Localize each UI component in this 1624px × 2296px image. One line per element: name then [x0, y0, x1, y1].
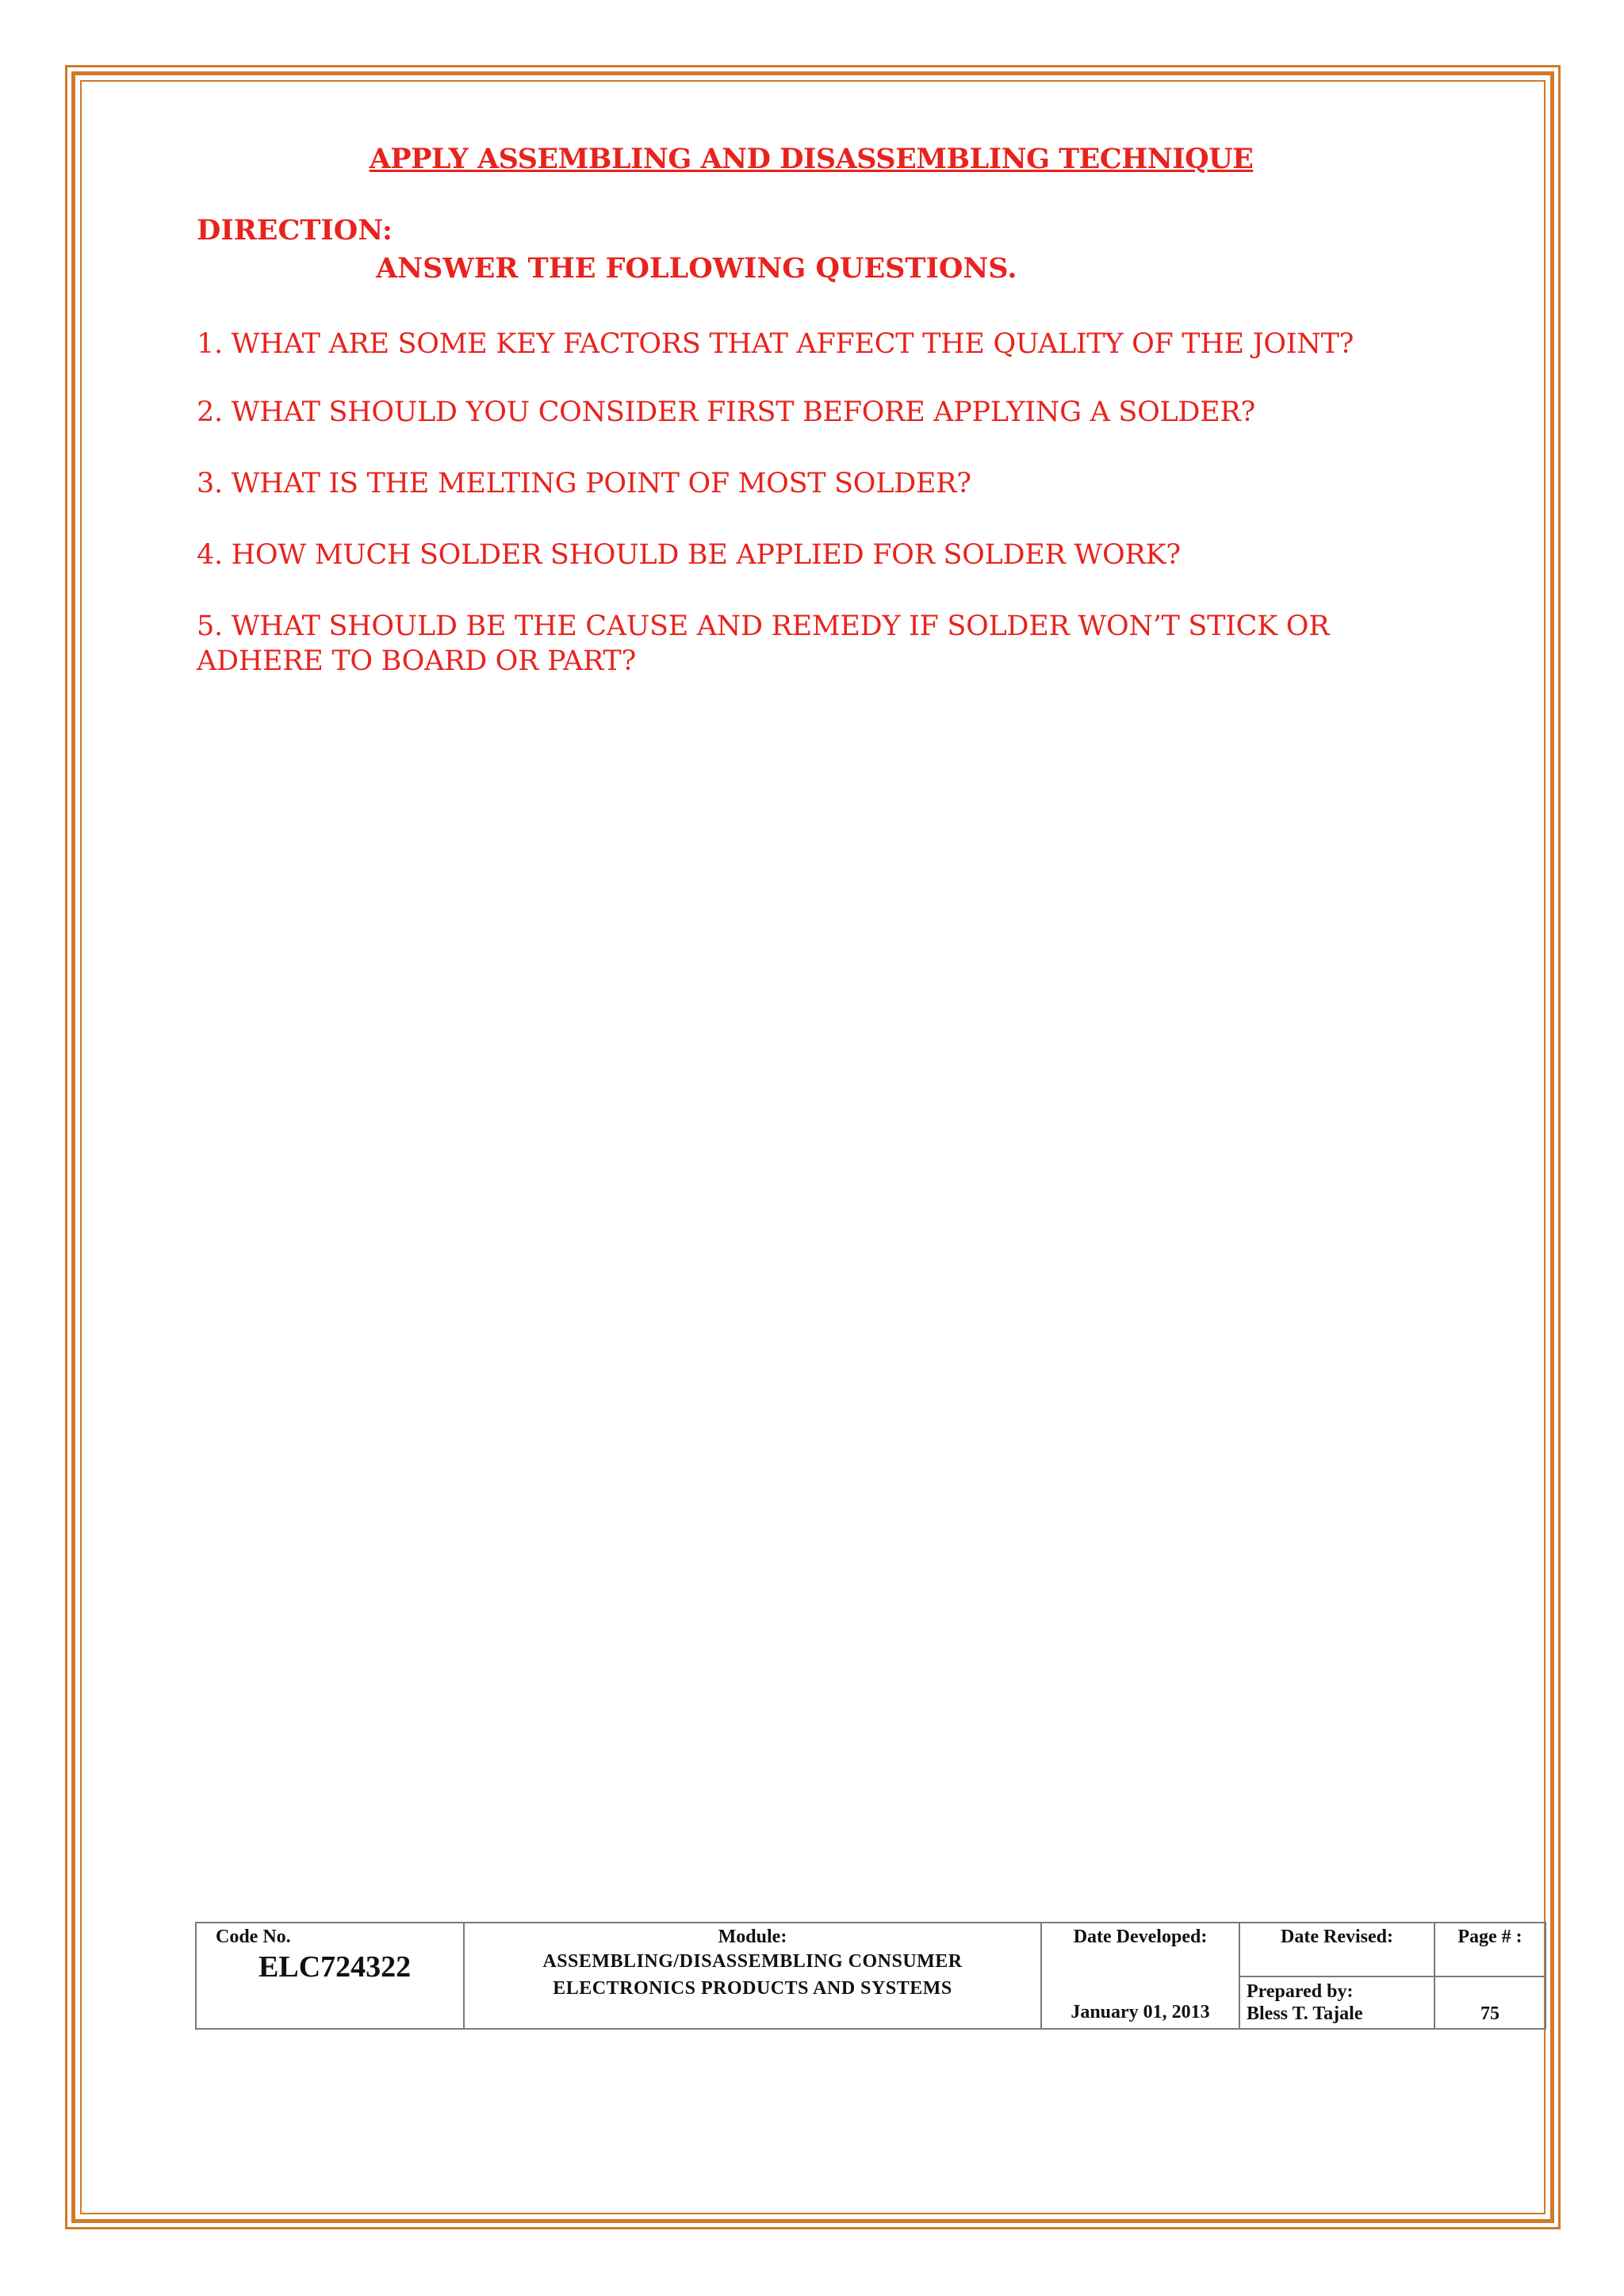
question-5: 5. WHAT SHOULD BE THE CAUSE AND REMEDY IF SOLDER WON’T STICK OR ADHERE TO BOARD OR PART?	[197, 610, 1330, 677]
date-developed-value: January 01, 2013	[1071, 2002, 1210, 2022]
prepared-by-cell	[1239, 1976, 1434, 2029]
date-revised-label: Date Revised:	[1281, 1927, 1393, 1947]
code-label: Code No.	[216, 1927, 291, 1947]
module-title-line-1: ASSEMBLING/DISASSEMBLING CONSUMER	[542, 1951, 963, 1972]
page-title: APPLY ASSEMBLING AND DISASSEMBLING TECHNIQUE	[369, 143, 1254, 175]
date-revised-cell	[1239, 1923, 1434, 1976]
document-footer-table	[195, 1922, 1546, 2030]
page-number-cell	[1434, 1976, 1545, 2029]
date-developed-label: Date Developed:	[1073, 1927, 1208, 1947]
direction-text: ANSWER THE FOLLOWING QUESTIONS.	[376, 252, 1017, 285]
question-3: 3. WHAT IS THE MELTING POINT OF MOST SOLDER?	[197, 468, 971, 499]
date-developed-cell	[1041, 1923, 1239, 2029]
module-title-line-2: ELECTRONICS PRODUCTS AND SYSTEMS	[553, 1978, 952, 1999]
code-value: ELC724322	[259, 1950, 412, 1984]
code-cell	[196, 1923, 464, 2029]
question-1: 1. WHAT ARE SOME KEY FACTORS THAT AFFECT THE QUALITY OF THE JOINT?	[197, 328, 1354, 360]
module-cell	[464, 1923, 1041, 2029]
page-number-label-cell	[1434, 1923, 1545, 1976]
module-label: Module:	[718, 1927, 787, 1947]
page-number-value: 75	[1480, 2003, 1500, 2024]
direction-label: DIRECTION:	[197, 214, 393, 247]
question-4: 4. HOW MUCH SOLDER SHOULD BE APPLIED FOR SOLDER WORK?	[197, 539, 1181, 571]
prepared-by-label: Prepared by:	[1247, 1981, 1354, 2002]
question-2: 2. WHAT SHOULD YOU CONSIDER FIRST BEFORE APPLYING A SOLDER?	[197, 396, 1255, 428]
page-number-label: Page # :	[1457, 1927, 1522, 1947]
prepared-by-value: Bless T. Tajale	[1247, 2003, 1363, 2024]
